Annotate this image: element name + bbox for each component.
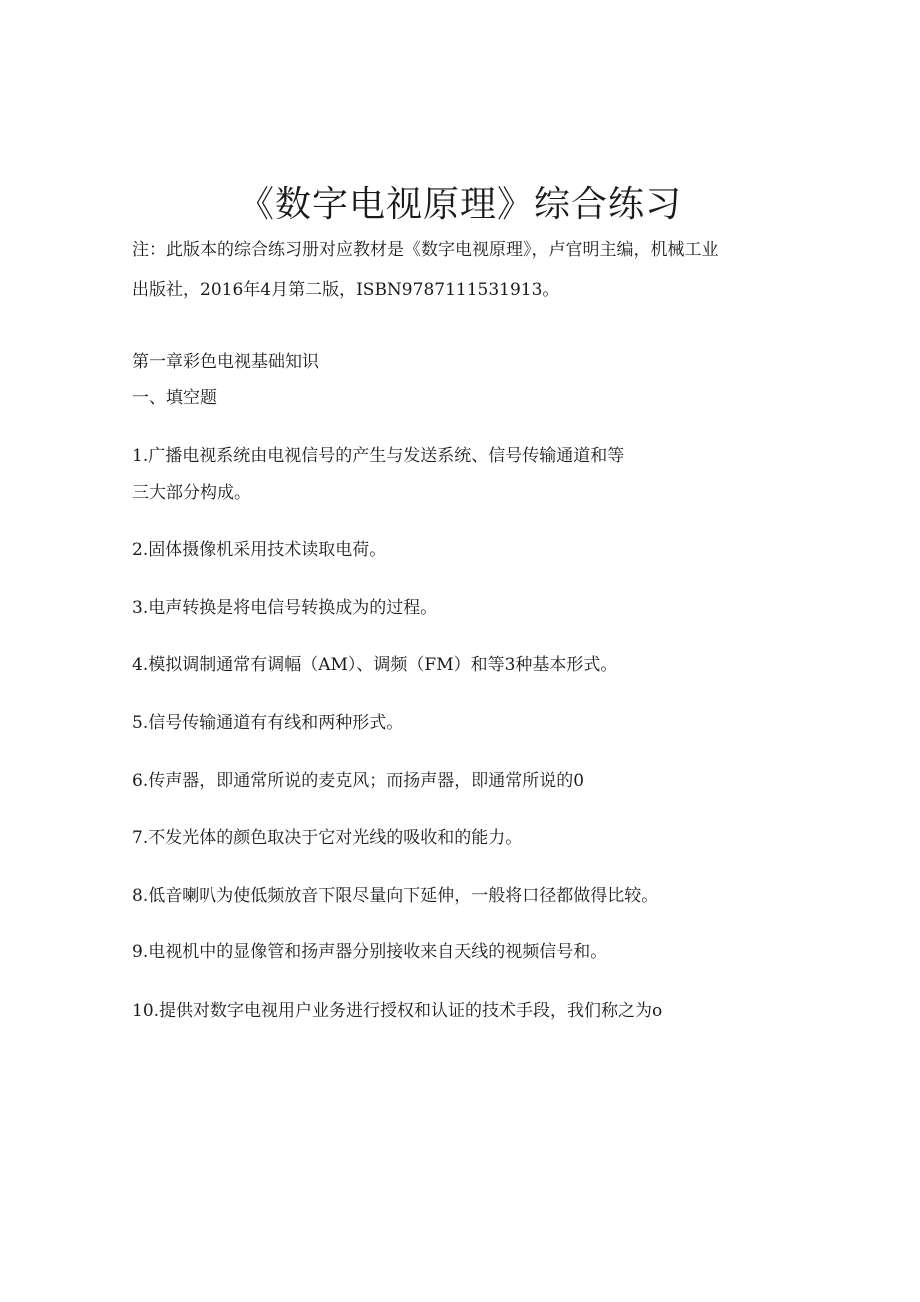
page-title: 《数字电视原理》综合练习 xyxy=(237,184,682,225)
question-2: 2.固体摄像机采用技术读取电荷。 xyxy=(132,540,387,560)
question-4: 4.模拟调制通常有调幅（AM）、调频（FM）和等3种基本形式。 xyxy=(132,655,618,675)
question-1-line-2: 三大部分构成。 xyxy=(132,483,251,503)
note-line-1: 注：此版本的综合练习册对应教材是《数字电视原理》，卢官明主编，机械工业 xyxy=(132,240,719,260)
question-9: 9.电视机中的显像管和扬声器分别接收来自天线的视频信号和。 xyxy=(132,942,608,962)
question-6: 6.传声器，即通常所说的麦克风；而扬声器，即通常所说的0 xyxy=(132,771,585,791)
chapter-heading: 第一章彩色电视基础知识 xyxy=(132,352,319,372)
question-1-line-1: 1.广播电视系统由电视信号的产生与发送系统、信号传输通道和等 xyxy=(132,446,625,466)
question-8: 8.低音喇叭为使低频放音下限尽量向下延伸，一般将口径都做得比较。 xyxy=(132,886,659,906)
question-7: 7.不发光体的颜色取决于它对光线的吸收和的能力。 xyxy=(132,828,523,848)
question-5: 5.信号传输通道有有线和两种形式。 xyxy=(132,713,404,733)
note-line-2: 出版社，2016年4月第二版，ISBN9787111531913。 xyxy=(132,280,560,300)
question-3: 3.电声转换是将电信号转换成为的过程。 xyxy=(132,598,438,618)
section-heading: 一、填空题 xyxy=(132,388,217,408)
question-10: 10.提供对数字电视用户业务进行授权和认证的技术手段，我们称之为o xyxy=(132,1001,663,1021)
